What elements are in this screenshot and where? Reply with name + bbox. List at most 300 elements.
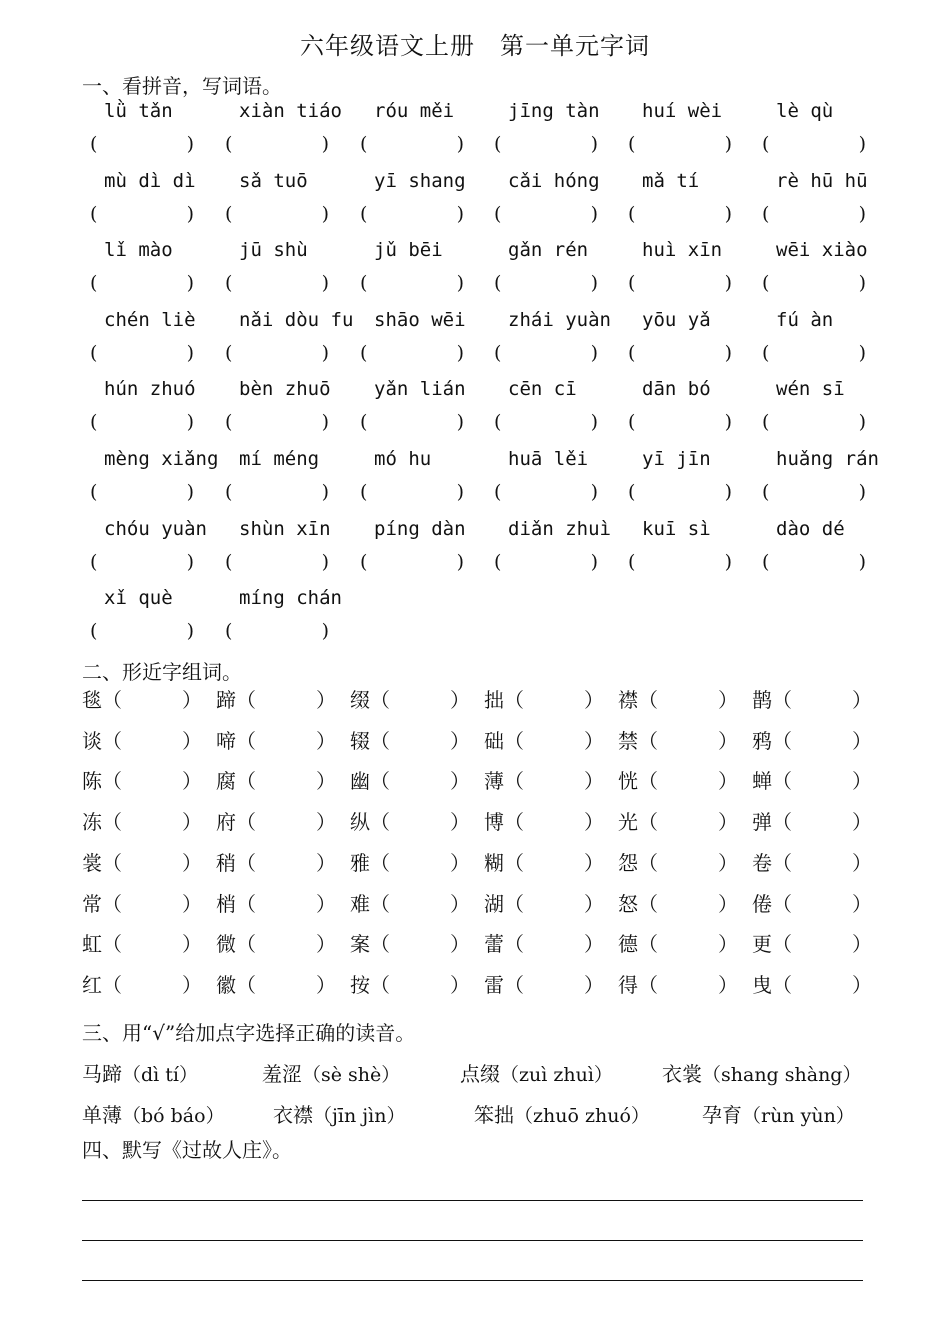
- answer-blank[interactable]: [90, 620, 194, 642]
- answer-blank[interactable]: [225, 551, 329, 573]
- answer-blank[interactable]: [628, 551, 732, 573]
- similar-char-cell[interactable]: [82, 806, 202, 835]
- answer-blank[interactable]: [762, 342, 866, 364]
- word: 点缀: [460, 1062, 500, 1086]
- close-paren: ）: [182, 769, 202, 794]
- open-paren: (: [494, 411, 502, 434]
- close-paren: ）: [852, 688, 872, 712]
- similar-char-cell[interactable]: [82, 765, 202, 794]
- similar-char-cell[interactable]: [82, 684, 202, 713]
- target-char: 雅: [350, 850, 370, 875]
- target-char: 鹊: [752, 688, 772, 712]
- similar-char-cell[interactable]: [216, 928, 336, 957]
- close-paren: ）: [450, 769, 470, 794]
- close-paren: ）: [450, 891, 470, 916]
- pinyin-prompt: wēi xiào: [776, 239, 868, 262]
- answer-line[interactable]: [82, 1280, 863, 1281]
- answer-blank[interactable]: [762, 411, 866, 433]
- close-paren: ）: [182, 850, 202, 875]
- close-paren: ）: [852, 728, 872, 753]
- open-paren: （: [504, 850, 524, 875]
- similar-char-cell[interactable]: [618, 806, 738, 835]
- close-paren: ）: [316, 769, 336, 794]
- answer-blank[interactable]: [225, 411, 329, 433]
- answer-blank[interactable]: [225, 133, 329, 155]
- target-char: 冻: [82, 810, 102, 835]
- pronunciation-item[interactable]: [82, 1058, 198, 1087]
- target-char: 怒: [618, 891, 638, 916]
- pinyin-prompt: píng dàn: [374, 517, 466, 540]
- answer-blank[interactable]: [762, 551, 866, 573]
- open-paren: (: [90, 272, 98, 295]
- close-paren: ）: [450, 688, 470, 712]
- close-paren: ): [590, 133, 598, 155]
- answer-blank[interactable]: [225, 342, 329, 364]
- answer-blank[interactable]: [360, 133, 464, 155]
- similar-char-cell[interactable]: [216, 684, 336, 713]
- open-paren: (: [494, 202, 502, 225]
- close-paren: ）: [182, 891, 202, 916]
- similar-char-cell[interactable]: [82, 725, 202, 754]
- close-paren: ): [321, 481, 329, 503]
- open-paren: (: [225, 411, 233, 434]
- answer-blank[interactable]: [90, 133, 194, 155]
- similar-char-cell[interactable]: [484, 847, 604, 876]
- close-paren: ）: [584, 891, 604, 916]
- close-paren: ): [321, 411, 329, 434]
- open-paren: （: [638, 728, 658, 753]
- open-paren: (: [494, 133, 502, 155]
- answer-blank[interactable]: [360, 203, 464, 225]
- target-char: 博: [484, 810, 504, 835]
- open-paren: （: [638, 688, 658, 712]
- pronunciation-item[interactable]: [82, 1099, 225, 1128]
- close-paren: ）: [718, 769, 738, 794]
- similar-char-cell[interactable]: [82, 847, 202, 876]
- open-paren: （: [638, 891, 658, 916]
- open-paren: (: [225, 341, 233, 364]
- open-paren: (: [762, 411, 770, 434]
- close-paren: ）: [718, 972, 738, 997]
- answer-blank[interactable]: [628, 342, 732, 364]
- close-paren: ）: [450, 850, 470, 875]
- pinyin-prompt: jīng tàn: [508, 100, 600, 122]
- open-paren: (: [90, 202, 98, 225]
- target-char: 府: [216, 810, 236, 835]
- open-paren: (: [762, 272, 770, 295]
- similar-char-cell[interactable]: [216, 847, 336, 876]
- open-paren: （: [102, 891, 122, 916]
- word: 衣襟: [273, 1103, 313, 1127]
- answer-blank[interactable]: [494, 342, 598, 364]
- close-paren: ）: [718, 728, 738, 753]
- open-paren: （: [236, 769, 256, 794]
- open-paren: （: [236, 810, 256, 835]
- pinyin-prompt: huā lěi: [508, 448, 589, 470]
- similar-char-cell[interactable]: [484, 969, 604, 998]
- similar-char-cell[interactable]: [618, 725, 738, 754]
- open-paren: (: [494, 272, 502, 295]
- close-paren: ): [456, 411, 464, 434]
- open-paren: （: [772, 932, 792, 957]
- open-paren: (: [225, 272, 233, 295]
- similar-char-cell[interactable]: [350, 725, 470, 754]
- pinyin-prompt: fú àn: [776, 308, 834, 331]
- pinyin-prompt: bèn zhuō: [239, 378, 331, 401]
- similar-char-cell[interactable]: [484, 684, 604, 713]
- similar-char-cell[interactable]: [350, 847, 470, 876]
- similar-char-cell[interactable]: [350, 928, 470, 957]
- similar-char-cell[interactable]: [752, 888, 872, 917]
- similar-char-cell[interactable]: [618, 928, 738, 957]
- target-char: 础: [484, 728, 504, 753]
- close-paren: ）: [718, 932, 738, 957]
- open-paren: (: [360, 272, 368, 295]
- section4-heading: 四、默写《过故人庄》。: [82, 1138, 292, 1162]
- open-paren: (: [762, 341, 770, 364]
- open-paren: （: [370, 769, 390, 794]
- target-char: 薄: [484, 769, 504, 794]
- answer-blank[interactable]: [762, 481, 866, 503]
- open-paren: (: [762, 202, 770, 225]
- open-paren: (: [762, 133, 770, 155]
- reading-options: （jīn jìn）: [313, 1105, 406, 1127]
- open-paren: （: [504, 810, 524, 835]
- close-paren: ): [590, 341, 598, 364]
- similar-char-cell[interactable]: [752, 806, 872, 835]
- close-paren: ）: [182, 810, 202, 835]
- pronunciation-item[interactable]: [474, 1099, 650, 1128]
- pronunciation-item[interactable]: [460, 1058, 613, 1087]
- answer-blank[interactable]: [628, 203, 732, 225]
- similar-char-cell[interactable]: [216, 969, 336, 998]
- pinyin-prompt: chóu yuàn: [104, 517, 207, 540]
- open-paren: (: [360, 133, 368, 155]
- reading-options: （zuì zhuì）: [500, 1064, 613, 1086]
- similar-char-cell[interactable]: [216, 806, 336, 835]
- close-paren: ）: [584, 728, 604, 753]
- close-paren: ): [321, 550, 329, 573]
- similar-char-cell[interactable]: [350, 765, 470, 794]
- close-paren: ): [321, 341, 329, 364]
- target-char: 倦: [752, 891, 772, 916]
- close-paren: ): [456, 133, 464, 155]
- reading-options: （shang shàng）: [702, 1064, 862, 1086]
- open-paren: (: [628, 202, 636, 225]
- pinyin-prompt: dào dé: [776, 517, 845, 540]
- open-paren: (: [360, 341, 368, 364]
- open-paren: （: [370, 850, 390, 875]
- word: 笨拙: [474, 1103, 514, 1127]
- pronunciation-item[interactable]: [273, 1099, 405, 1128]
- similar-char-cell[interactable]: [350, 806, 470, 835]
- pronunciation-item[interactable]: [662, 1058, 861, 1087]
- pinyin-prompt: lǐ mào: [104, 239, 173, 262]
- open-paren: （: [504, 688, 524, 712]
- close-paren: ）: [450, 932, 470, 957]
- open-paren: (: [90, 550, 98, 573]
- open-paren: （: [236, 728, 256, 753]
- target-char: 梢: [216, 891, 236, 916]
- open-paren: （: [102, 850, 122, 875]
- similar-char-cell[interactable]: [752, 765, 872, 794]
- similar-char-cell[interactable]: [752, 928, 872, 957]
- answer-blank[interactable]: [762, 133, 866, 155]
- answer-blank[interactable]: [360, 272, 464, 294]
- close-paren: ): [724, 341, 732, 364]
- open-paren: (: [628, 341, 636, 364]
- open-paren: (: [762, 481, 770, 503]
- pinyin-prompt: kuī sì: [642, 517, 711, 540]
- target-char: 湖: [484, 891, 504, 916]
- close-paren: ）: [852, 891, 872, 916]
- target-char: 案: [350, 932, 370, 957]
- answer-blank[interactable]: [225, 203, 329, 225]
- similar-char-cell[interactable]: [82, 928, 202, 957]
- answer-blank[interactable]: [762, 203, 866, 225]
- open-paren: (: [360, 550, 368, 573]
- open-paren: （: [236, 891, 256, 916]
- pinyin-prompt: yī shang: [374, 169, 466, 192]
- open-paren: （: [102, 769, 122, 794]
- open-paren: (: [225, 202, 233, 225]
- answer-blank[interactable]: [762, 272, 866, 294]
- open-paren: （: [504, 769, 524, 794]
- similar-char-cell[interactable]: [752, 725, 872, 754]
- open-paren: (: [90, 411, 98, 434]
- open-paren: (: [360, 202, 368, 225]
- pinyin-prompt: huǎng rán: [776, 448, 879, 470]
- pinyin-prompt: shāo wēi: [374, 308, 466, 331]
- pronunciation-item[interactable]: [262, 1058, 400, 1087]
- pinyin-prompt: sǎ tuō: [239, 169, 308, 192]
- close-paren: ): [858, 272, 866, 295]
- target-char: 拙: [484, 688, 504, 712]
- similar-char-cell[interactable]: [484, 928, 604, 957]
- close-paren: ）: [852, 810, 872, 835]
- similar-char-cell[interactable]: [484, 806, 604, 835]
- open-paren: （: [638, 850, 658, 875]
- answer-blank[interactable]: [494, 272, 598, 294]
- similar-char-cell[interactable]: [82, 888, 202, 917]
- target-char: 德: [618, 932, 638, 957]
- open-paren: (: [90, 481, 98, 503]
- target-char: 辍: [350, 728, 370, 753]
- similar-char-cell[interactable]: [484, 725, 604, 754]
- open-paren: (: [225, 550, 233, 573]
- target-char: 曳: [752, 972, 772, 997]
- answer-blank[interactable]: [360, 481, 464, 503]
- open-paren: （: [236, 688, 256, 712]
- open-paren: （: [504, 972, 524, 997]
- pinyin-prompt: mí méng: [239, 448, 320, 470]
- close-paren: ）: [450, 728, 470, 753]
- pinyin-prompt: mèng xiǎng: [104, 448, 219, 470]
- open-paren: (: [628, 481, 636, 503]
- pinyin-prompt: hún zhuó: [104, 378, 196, 401]
- pinyin-prompt: míng chán: [239, 587, 342, 610]
- word: 马蹄: [82, 1062, 122, 1086]
- close-paren: ): [186, 550, 194, 573]
- answer-blank[interactable]: [90, 272, 194, 294]
- open-paren: （: [236, 932, 256, 957]
- answer-blank[interactable]: [360, 342, 464, 364]
- close-paren: ): [186, 411, 194, 434]
- answer-blank[interactable]: [628, 481, 732, 503]
- open-paren: (: [628, 272, 636, 295]
- similar-char-cell[interactable]: [484, 765, 604, 794]
- similar-char-cell[interactable]: [752, 847, 872, 876]
- answer-blank[interactable]: [225, 272, 329, 294]
- pinyin-prompt: chén liè: [104, 308, 196, 331]
- target-char: 纵: [350, 810, 370, 835]
- target-char: 按: [350, 972, 370, 997]
- open-paren: （: [772, 728, 792, 753]
- close-paren: ): [321, 202, 329, 225]
- target-char: 更: [752, 932, 772, 957]
- reading-options: （rùn yùn）: [742, 1105, 855, 1127]
- open-paren: （: [504, 891, 524, 916]
- open-paren: (: [628, 550, 636, 573]
- similar-char-cell[interactable]: [618, 888, 738, 917]
- close-paren: ): [724, 272, 732, 295]
- close-paren: ）: [584, 769, 604, 794]
- similar-char-cell[interactable]: [82, 969, 202, 998]
- similar-char-cell[interactable]: [752, 969, 872, 998]
- answer-blank[interactable]: [90, 551, 194, 573]
- target-char: 蝉: [752, 769, 772, 794]
- close-paren: ): [590, 202, 598, 225]
- similar-char-cell[interactable]: [618, 969, 738, 998]
- target-char: 鸦: [752, 728, 772, 753]
- answer-blank[interactable]: [494, 411, 598, 433]
- close-paren: ）: [852, 972, 872, 997]
- reading-options: （bó báo）: [122, 1105, 225, 1127]
- pinyin-prompt: yǎn lián: [374, 378, 466, 401]
- open-paren: (: [628, 133, 636, 155]
- similar-char-cell[interactable]: [752, 684, 872, 713]
- similar-char-cell[interactable]: [618, 847, 738, 876]
- answer-blank[interactable]: [90, 411, 194, 433]
- open-paren: (: [628, 411, 636, 434]
- close-paren: ）: [718, 688, 738, 712]
- answer-blank[interactable]: [628, 272, 732, 294]
- close-paren: ）: [852, 850, 872, 875]
- similar-char-cell[interactable]: [618, 765, 738, 794]
- close-paren: ): [456, 481, 464, 503]
- answer-line[interactable]: [82, 1200, 863, 1201]
- close-paren: ）: [316, 891, 336, 916]
- answer-blank[interactable]: [628, 133, 732, 155]
- word: 单薄: [82, 1103, 122, 1127]
- similar-char-cell[interactable]: [618, 684, 738, 713]
- similar-char-cell[interactable]: [484, 888, 604, 917]
- close-paren: ): [724, 411, 732, 434]
- open-paren: (: [494, 481, 502, 503]
- open-paren: (: [360, 411, 368, 434]
- pinyin-prompt: rè hū hū: [776, 169, 868, 192]
- close-paren: ）: [316, 688, 336, 712]
- target-char: 襟: [618, 688, 638, 712]
- answer-blank[interactable]: [494, 203, 598, 225]
- close-paren: ): [858, 411, 866, 434]
- close-paren: ）: [182, 728, 202, 753]
- close-paren: ): [590, 411, 598, 434]
- target-char: 光: [618, 810, 638, 835]
- target-char: 微: [216, 932, 236, 957]
- answer-blank[interactable]: [494, 551, 598, 573]
- target-char: 怨: [618, 850, 638, 875]
- target-char: 裳: [82, 850, 102, 875]
- open-paren: （: [370, 891, 390, 916]
- reading-options: （dì tí）: [122, 1064, 198, 1086]
- similar-char-cell[interactable]: [216, 888, 336, 917]
- target-char: 虹: [82, 932, 102, 957]
- close-paren: ）: [182, 972, 202, 997]
- target-char: 徽: [216, 972, 236, 997]
- answer-line[interactable]: [82, 1240, 863, 1241]
- answer-blank[interactable]: [494, 481, 598, 503]
- pronunciation-item[interactable]: [702, 1099, 855, 1128]
- answer-blank[interactable]: [90, 481, 194, 503]
- answer-blank[interactable]: [90, 342, 194, 364]
- similar-char-cell[interactable]: [350, 888, 470, 917]
- close-paren: ）: [584, 972, 604, 997]
- close-paren: ): [456, 272, 464, 295]
- similar-char-cell[interactable]: [216, 765, 336, 794]
- close-paren: ): [186, 202, 194, 225]
- answer-blank[interactable]: [90, 203, 194, 225]
- answer-blank[interactable]: [360, 411, 464, 433]
- close-paren: ): [724, 202, 732, 225]
- pinyin-prompt: lè qù: [776, 100, 834, 122]
- close-paren: ）: [316, 810, 336, 835]
- target-char: 得: [618, 972, 638, 997]
- open-paren: （: [638, 810, 658, 835]
- open-paren: （: [370, 932, 390, 957]
- open-paren: （: [370, 688, 390, 712]
- pinyin-prompt: lǜ tǎn: [104, 100, 173, 122]
- close-paren: ）: [584, 810, 604, 835]
- reading-options: （zhuō zhuó）: [514, 1105, 650, 1127]
- open-paren: (: [225, 133, 233, 155]
- similar-char-cell[interactable]: [350, 969, 470, 998]
- close-paren: ): [858, 550, 866, 573]
- target-char: 陈: [82, 769, 102, 794]
- answer-blank[interactable]: [225, 620, 329, 642]
- open-paren: （: [370, 810, 390, 835]
- close-paren: ): [724, 481, 732, 503]
- close-paren: ）: [182, 688, 202, 712]
- close-paren: ): [858, 481, 866, 503]
- pinyin-prompt: yōu yǎ: [642, 308, 711, 331]
- pinyin-prompt: nǎi dòu fu: [239, 308, 354, 331]
- close-paren: ): [456, 550, 464, 573]
- answer-blank[interactable]: [494, 133, 598, 155]
- similar-char-cell[interactable]: [350, 684, 470, 713]
- close-paren: ): [186, 481, 194, 503]
- pinyin-prompt: wén sī: [776, 378, 845, 401]
- close-paren: ）: [852, 932, 872, 957]
- answer-blank[interactable]: [628, 411, 732, 433]
- target-char: 蕾: [484, 932, 504, 957]
- open-paren: （: [772, 688, 792, 712]
- answer-blank[interactable]: [360, 551, 464, 573]
- close-paren: ): [321, 620, 329, 643]
- similar-char-cell[interactable]: [216, 725, 336, 754]
- target-char: 稍: [216, 850, 236, 875]
- answer-blank[interactable]: [225, 481, 329, 503]
